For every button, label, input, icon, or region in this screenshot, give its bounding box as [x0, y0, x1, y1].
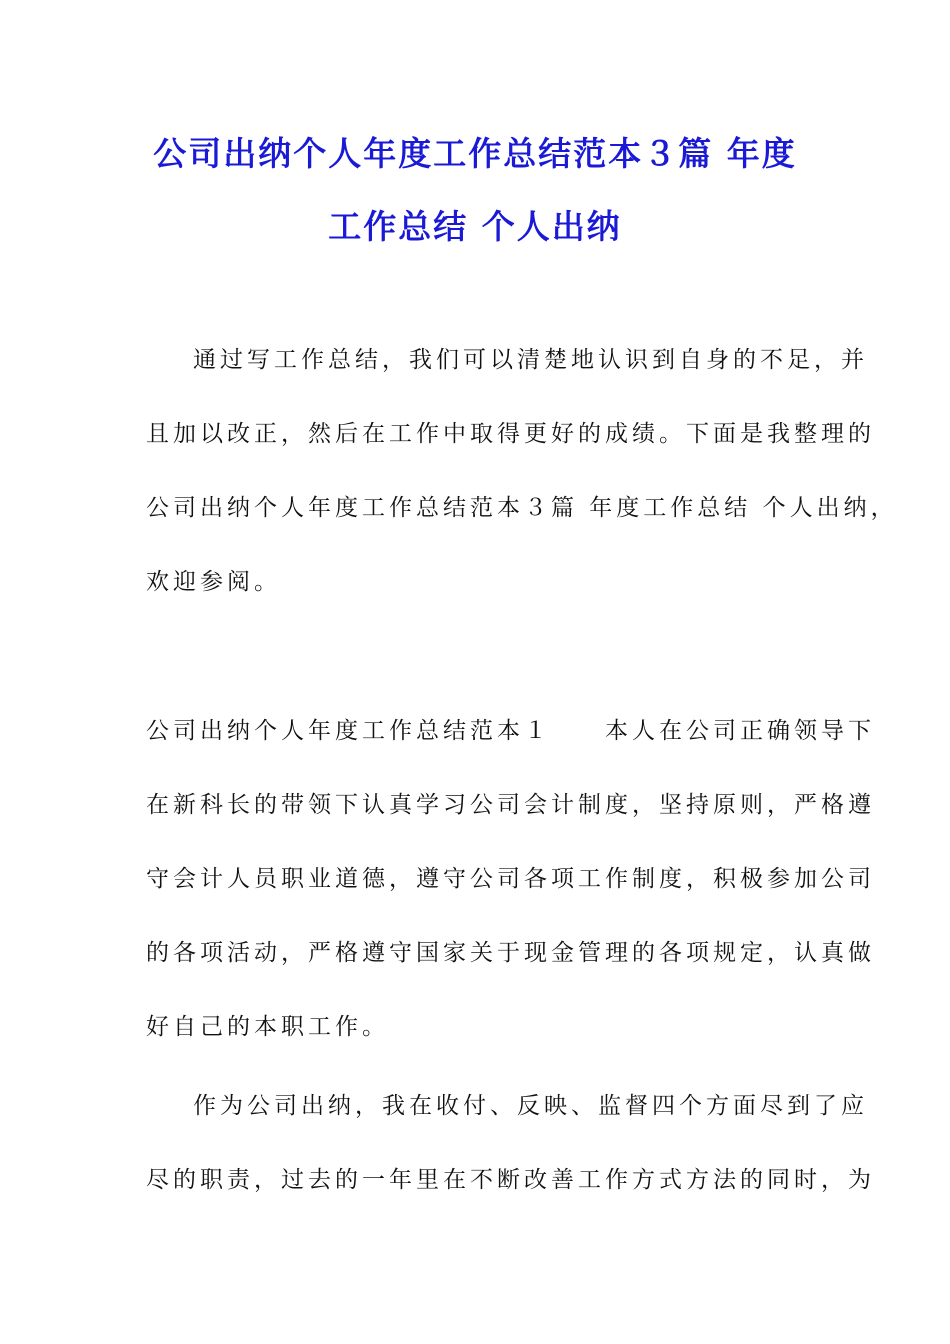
section1-line-3: 守会计人员职业道德，遵守公司各项工作制度，积极参加公司: [146, 866, 875, 892]
intro-line-4: 欢迎参阅。: [146, 569, 281, 595]
document-title-line-1: 公司出纳个人年度工作总结范本３篇 年度: [153, 134, 797, 173]
document-title-line-2: 工作总结 个人出纳: [328, 207, 622, 246]
intro-line-3: 公司出纳个人年度工作总结范本３篇 年度工作总结 个人出纳，: [146, 495, 898, 521]
section2-line-1: 作为公司出纳，我在收付、反映、监督四个方面尽到了应: [193, 1093, 868, 1119]
section1-line-5: 好自己的本职工作。: [146, 1014, 389, 1040]
intro-line-2: 且加以改正，然后在工作中取得更好的成绩。下面是我整理的: [146, 421, 875, 447]
intro-line-1: 通过写工作总结，我们可以清楚地认识到自身的不足，并: [193, 347, 868, 373]
section1-line-4: 的各项活动，严格遵守国家关于现金管理的各项规定，认真做: [146, 940, 875, 966]
section1-line-1: 公司出纳个人年度工作总结范本１ 本人在公司正确领导下: [146, 718, 875, 744]
section2-line-2: 尽的职责，过去的一年里在不断改善工作方式方法的同时，为: [146, 1167, 875, 1193]
section1-line-2: 在新科长的带领下认真学习公司会计制度，坚持原则，严格遵: [146, 792, 875, 818]
